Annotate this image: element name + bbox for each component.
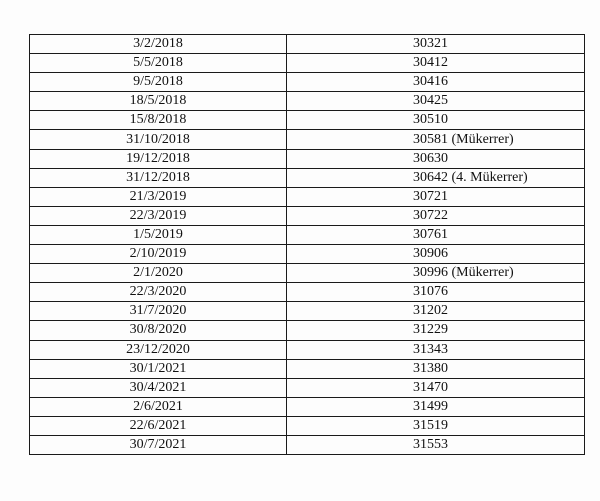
date-cell: 23/12/2020 [30,340,287,359]
date-cell: 1/5/2019 [30,225,287,244]
number-cell [287,130,585,149]
number-cell [287,35,585,54]
number-cell [287,397,585,416]
table-row [30,225,585,244]
number-text: 30906 [413,246,448,262]
number-cell [287,359,585,378]
date-cell: 15/8/2018 [30,111,287,130]
number-text: 30510 [413,112,448,128]
table-row [30,168,585,187]
table-row [30,321,585,340]
date-cell: 30/8/2020 [30,321,287,340]
number-text: 31076 [413,284,448,300]
table-row [30,416,585,435]
table-row [30,378,585,397]
date-cell: 21/3/2019 [30,187,287,206]
table-row [30,111,585,130]
number-cell [287,187,585,206]
table-row [30,264,585,283]
date-cell: 9/5/2018 [30,73,287,92]
number-text: 31499 [413,398,448,414]
table-row [30,92,585,111]
number-cell [287,340,585,359]
number-text: 31553 [413,437,448,453]
number-text: 31229 [413,322,448,338]
date-cell: 5/5/2018 [30,54,287,73]
table-row [30,149,585,168]
number-text: 31343 [413,341,448,357]
date-cell: 31/10/2018 [30,130,287,149]
table-row [30,245,585,264]
date-cell: 22/6/2021 [30,416,287,435]
number-cell [287,206,585,225]
number-cell [287,92,585,111]
date-cell: 22/3/2019 [30,206,287,225]
date-cell: 3/2/2018 [30,35,287,54]
number-cell [287,225,585,244]
number-cell [287,264,585,283]
number-text: 30321 [413,36,448,52]
number-text: 30722 [413,207,448,223]
number-text: 30721 [413,188,448,204]
table-row [30,397,585,416]
number-cell [287,283,585,302]
number-cell [287,378,585,397]
number-text: 30416 [413,74,448,90]
date-cell: 30/4/2021 [30,378,287,397]
number-text: 31519 [413,417,448,433]
date-cell: 31/7/2020 [30,302,287,321]
number-text: 30630 [413,150,448,166]
date-cell: 2/1/2020 [30,264,287,283]
date-cell: 31/12/2018 [30,168,287,187]
number-text: 30412 [413,55,448,71]
table-row [30,130,585,149]
date-cell: 22/3/2020 [30,283,287,302]
number-cell [287,245,585,264]
number-cell [287,111,585,130]
number-text: 31470 [413,379,448,395]
table-row [30,435,585,454]
number-text: 30996 (Mükerrer) [413,265,514,281]
table-row [30,54,585,73]
table-row [30,302,585,321]
number-cell [287,54,585,73]
number-cell [287,321,585,340]
number-text: 31380 [413,360,448,376]
number-cell [287,168,585,187]
date-cell: 30/7/2021 [30,435,287,454]
date-cell: 30/1/2021 [30,359,287,378]
date-number-table [29,34,585,455]
date-cell: 18/5/2018 [30,92,287,111]
number-cell [287,435,585,454]
table-row [30,359,585,378]
table-row [30,187,585,206]
number-text: 30761 [413,226,448,242]
number-cell [287,302,585,321]
number-text: 30425 [413,93,448,109]
number-text: 30642 (4. Mükerrer) [413,169,528,185]
table-row [30,283,585,302]
table-row [30,206,585,225]
table-row [30,35,585,54]
number-text: 30581 (Mükerrer) [413,131,514,147]
number-cell [287,73,585,92]
date-cell: 2/6/2021 [30,397,287,416]
table-row [30,73,585,92]
date-cell: 19/12/2018 [30,149,287,168]
table-body [30,35,585,455]
date-cell: 2/10/2019 [30,245,287,264]
number-cell [287,149,585,168]
table-row [30,340,585,359]
number-text: 31202 [413,303,448,319]
number-cell [287,416,585,435]
